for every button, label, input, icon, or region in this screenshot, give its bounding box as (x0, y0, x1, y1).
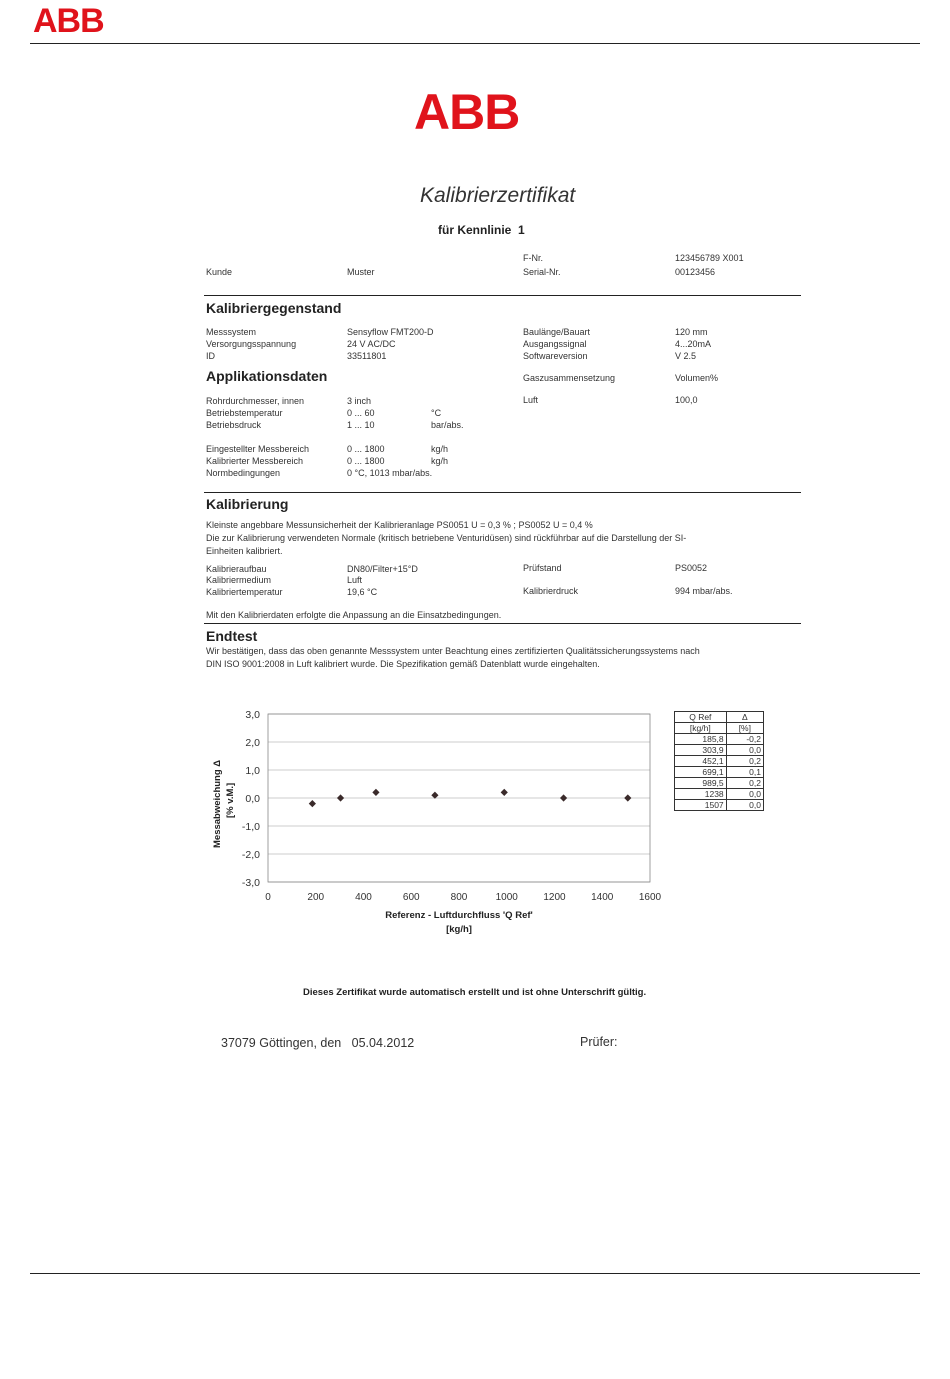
app-value: 0 ... 1800 (347, 456, 385, 466)
serial-value: 00123456 (675, 267, 716, 277)
x-tick-label: 1400 (591, 892, 614, 903)
data-point (624, 794, 631, 801)
header-logo-text: ABB (33, 2, 104, 40)
y-axis-unit: [% v.M.] (225, 782, 236, 818)
y-tick-label: -1,0 (241, 821, 260, 833)
app-unit: bar/abs. (431, 420, 464, 430)
kg-label: ID (206, 351, 215, 361)
app-unit: kg/h (431, 444, 449, 454)
y-tick-label: 0,0 (245, 793, 260, 805)
app-label: Betriebstemperatur (206, 408, 283, 418)
table-cell-delta: 0,0 (726, 800, 763, 811)
place-date: 37079 Göttingen, den 05.04.2012 (221, 1036, 415, 1050)
app-label: Normbedingungen (206, 468, 281, 478)
kg-value: 24 V AC/DC (347, 339, 396, 349)
kalibrierung-text: Die zur Kalibrierung verwendeten Normale (kritisch betriebene Venturidüsen) sind rückführbar auf die Darstellung der SI- (206, 533, 687, 543)
y-tick-label: -3,0 (241, 877, 260, 889)
section-rule (204, 492, 801, 493)
table-cell-delta: 0,1 (726, 767, 763, 778)
kal-value: DN80/Filter+15°D (347, 564, 418, 574)
x-axis-label: Referenz - Luftdurchfluss 'Q Ref' (385, 910, 533, 921)
section-rule (204, 295, 801, 296)
gas-name: Luft (523, 395, 539, 405)
kg-value2: 120 mm (675, 327, 708, 337)
app-value: 1 ... 10 (347, 420, 375, 430)
app-unit: kg/h (431, 456, 449, 466)
x-tick-label: 1600 (638, 892, 662, 903)
kg-label2: Ausgangssignal (523, 339, 587, 349)
kal-value: 19,6 °C (347, 587, 378, 597)
deviation-chart (205, 700, 670, 940)
x-tick-label: 200 (307, 892, 325, 903)
section-heading-kalibrierung: Kalibrierung (206, 496, 289, 512)
section-heading-kalibriergegenstand: Kalibriergegenstand (206, 300, 342, 316)
abb-header-logo (33, 4, 113, 38)
kal-label: Kalibriermedium (206, 575, 272, 585)
kal-label2: Kalibrierdruck (523, 586, 579, 596)
y-tick-label: -2,0 (241, 849, 260, 861)
gas-unit: Volumen% (675, 373, 719, 383)
table-cell-q: 452,1 (675, 756, 727, 767)
table-cell-q: 185,8 (675, 734, 727, 745)
app-value: 0 ... 60 (347, 408, 375, 418)
endtest-text: DIN ISO 9001:2008 in Luft kalibriert wurde. Die Spezifikation gemäß Datenblatt wurde eingehalten. (206, 659, 600, 669)
chart-y-ticks (242, 709, 260, 889)
table-row (675, 789, 764, 800)
kg-label2: Baulänge/Bauart (523, 327, 591, 337)
kal-label: Kalibriertemperatur (206, 587, 283, 597)
table-unit-qref: [kg/h] (675, 723, 727, 734)
fnr-label: F-Nr. (523, 253, 543, 263)
validity-note: Dieses Zertifikat wurde automatisch erstellt und ist ohne Unterschrift gültig. (303, 987, 647, 998)
y-axis-label: Messabweichung Δ (212, 759, 223, 848)
table-row (675, 778, 764, 789)
table-cell-q: 989,5 (675, 778, 727, 789)
kal-label: Kalibrieraufbau (206, 564, 267, 574)
y-tick-label: 3,0 (245, 709, 260, 721)
kg-label2: Softwareversion (523, 351, 588, 361)
kal-value: Luft (347, 575, 363, 585)
data-point (560, 794, 567, 801)
y-tick-label: 1,0 (245, 765, 260, 777)
table-cell-q: 1507 (675, 800, 727, 811)
table-row (675, 734, 764, 745)
kg-value: Sensyflow FMT200-D (347, 327, 434, 337)
table-head-delta: Δ (726, 712, 763, 723)
table-cell-delta: 0,0 (726, 789, 763, 800)
table-cell-delta: 0,2 (726, 756, 763, 767)
x-tick-label: 600 (402, 892, 420, 903)
reference-table (674, 711, 764, 811)
certificate-logo-text: ABB (414, 84, 520, 140)
section-heading-endtest: Endtest (206, 628, 258, 644)
app-value: 0 °C, 1013 mbar/abs. (347, 468, 433, 478)
gas-value: 100,0 (675, 395, 698, 405)
kg-value2: V 2.5 (675, 351, 697, 361)
kg-value2: 4...20mA (675, 339, 712, 349)
certificate-subtitle: für Kennlinie 1 (438, 223, 525, 237)
endtest-text: Wir bestätigen, dass das oben genannte Messsystem unter Beachtung eines zertifizierten Qualitätssicherungssystems nach (206, 646, 700, 656)
kal-value2: PS0052 (675, 563, 708, 573)
kg-label: Messsystem (206, 327, 257, 337)
customer-value: Muster (347, 267, 375, 277)
kal-label2: Prüfstand (523, 563, 562, 573)
section-heading-applikationsdaten: Applikationsdaten (206, 368, 328, 384)
app-label: Kalibrierter Messbereich (206, 456, 304, 466)
section-rule (204, 623, 801, 624)
table-cell-q: 699,1 (675, 767, 727, 778)
serial-label: Serial-Nr. (523, 267, 561, 277)
data-point (309, 800, 316, 807)
x-tick-label: 0 (265, 892, 271, 903)
chart-x-ticks (265, 892, 661, 903)
customer-label: Kunde (206, 267, 233, 277)
header-rule (30, 43, 920, 44)
table-cell-delta: -0,2 (726, 734, 763, 745)
x-axis-unit: [kg/h] (446, 924, 472, 935)
kalibrierung-text: Kleinste angebbare Messunsicherheit der Kalibrieranlage PS0051 U = 0,3 % ; PS0052 U = 0,4 % (206, 520, 593, 530)
pruefer-label: Prüfer: (580, 1035, 618, 1049)
gas-label: Gaszusammensetzung (523, 373, 616, 383)
app-value: 3 inch (347, 396, 372, 406)
table-row (675, 756, 764, 767)
kg-value: 33511801 (347, 351, 387, 361)
table-cell-q: 303,9 (675, 745, 727, 756)
table-row (675, 767, 764, 778)
table-cell-delta: 0,0 (726, 745, 763, 756)
app-value: 0 ... 1800 (347, 444, 385, 454)
x-tick-label: 1000 (495, 892, 518, 903)
x-tick-label: 400 (355, 892, 372, 903)
kalibrierung-note: Mit den Kalibrierdaten erfolgte die Anpassung an die Einsatzbedingungen. (206, 610, 502, 620)
kalibrierung-text: Einheiten kalibriert. (206, 546, 283, 556)
chart-grid (268, 714, 650, 882)
app-unit: °C (431, 408, 442, 418)
x-tick-label: 800 (450, 892, 468, 903)
fnr-value: 123456789 X001 (675, 253, 744, 263)
x-tick-label: 1200 (543, 892, 566, 903)
table-row (675, 800, 764, 811)
data-point (372, 789, 379, 796)
kg-label: Versorgungsspannung (206, 339, 297, 349)
data-point (337, 794, 344, 801)
data-point (501, 789, 508, 796)
app-label: Eingestellter Messbereich (206, 444, 310, 454)
kal-value2: 994 mbar/abs. (675, 586, 733, 596)
table-cell-q: 1238 (675, 789, 727, 800)
certificate-title: Kalibrierzertifikat (420, 184, 576, 207)
table-unit-delta: [%] (726, 723, 763, 734)
table-cell-delta: 0,2 (726, 778, 763, 789)
table-row (675, 745, 764, 756)
table-head-qref: Q Ref (675, 712, 727, 723)
y-tick-label: 2,0 (245, 737, 260, 749)
app-label: Rohrdurchmesser, innen (206, 396, 305, 406)
app-label: Betriebsdruck (206, 420, 262, 430)
certificate-logo (414, 84, 530, 140)
footer-rule (30, 1273, 920, 1274)
